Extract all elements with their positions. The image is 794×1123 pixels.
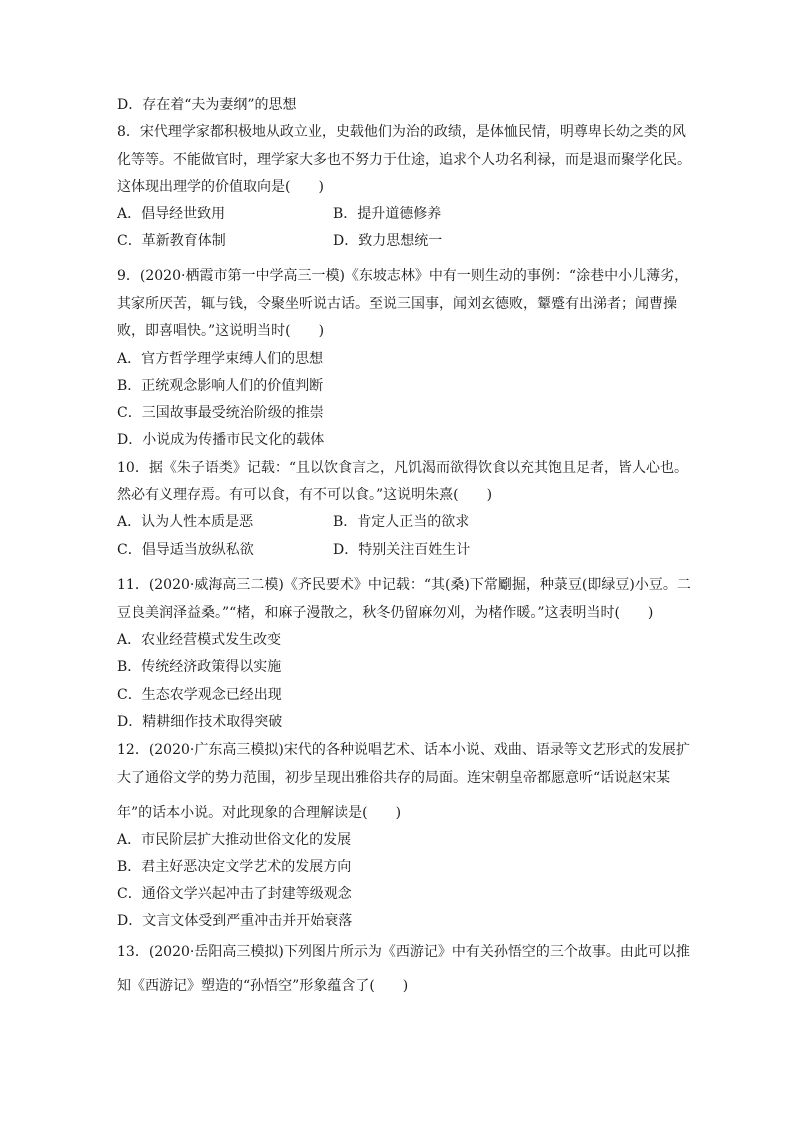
q9-option-b: B．正统观念影响人们的价值判断 — [117, 378, 324, 394]
q10-option-d: D．特别关注百姓生计 — [333, 542, 471, 558]
q11-stem-line-2: 豆良美润泽益桑。”“楮，和麻子漫散之，秋冬仍留麻勿刈，为楮作暖。”这表明当时( ) — [117, 605, 654, 621]
q12-option-b: B．君主好恶决定文学艺术的发展方向 — [117, 859, 352, 875]
q10-option-b: B．肯定人正当的欲求 — [333, 514, 470, 530]
q12-stem-line-3: 年”的话本小说。对此现象的合理解读是( ) — [117, 805, 402, 821]
q9-stem-line-1: 9．(2020·栖霞市第一中学高三一模)《东坡志林》中有一则生动的事例：“涂巷中小儿薄劣， — [117, 268, 689, 284]
q12-option-a: A．市民阶层扩大推动世俗文化的发展 — [117, 832, 352, 848]
q9-option-d: D．小说成为传播市民文化的载体 — [117, 432, 325, 448]
q8-option-a: A．倡导经世致用 — [117, 206, 226, 222]
q7-option-d: D．存在着“夫为妻纲”的思想 — [117, 97, 297, 113]
q8-option-d: D．致力思想统一 — [333, 233, 443, 249]
q10-stem-line-1: 10．据《朱子语类》记载：“且以饮食言之，凡饥渴而欲得饮食以充其饱且足者，皆人心也。 — [117, 460, 688, 476]
q10-option-c: C．倡导适当放纵私欲 — [117, 542, 254, 558]
q9-option-a: A．官方哲学理学束缚人们的思想 — [117, 351, 324, 367]
q11-option-a: A．农业经营模式发生改变 — [117, 632, 282, 648]
q10-stem-line-2: 然必有义理存焉。有可以食，有不可以食。”这说明朱熹( ) — [117, 487, 493, 503]
q12-option-d: D．文言文体受到严重冲击并开始衰落 — [117, 913, 353, 929]
q11-option-c: C．生态农学观念已经出现 — [117, 687, 282, 703]
q12-stem-line-1: 12．(2020·广东高三模拟)宋代的各种说唱艺术、话本小说、戏曲、语录等文艺形式的发展扩 — [117, 742, 690, 758]
q12-stem-line-2: 大了通俗文学的势力范围，初步呈现出雅俗共存的局面。连宋朝皇帝都愿意听“话说赵宋某 — [117, 770, 671, 786]
q11-stem-line-1: 11．(2020·威海高三二模)《齐民要术》中记载：“其(桑)下常劚掘，种菉豆(即绿豆)小豆。二 — [117, 577, 691, 593]
q10-option-a: A．认为人性本质是恶 — [117, 514, 254, 530]
q11-option-d: D．精耕细作技术取得突破 — [117, 714, 283, 730]
q8-stem-line-2: 化等等。不能做官时，理学家大多也不努力于仕途，追求个人功名利禄，而是退而聚学化民。 — [117, 152, 691, 168]
q12-option-c: C．通俗文学兴起冲击了封建等级观念 — [117, 886, 352, 902]
q8-option-b: B．提升道德修养 — [333, 206, 442, 222]
q9-option-c: C．三国故事最受统治阶级的推崇 — [117, 405, 324, 421]
q13-stem-line-1: 13．(2020·岳阳高三模拟)下列图片所示为《西游记》中有关孙悟空的三个故事。由此可以推 — [117, 944, 690, 960]
q8-option-c: C．革新教育体制 — [117, 233, 226, 249]
q9-stem-line-3: 败，即喜唱快。”这说明当时( ) — [117, 323, 325, 339]
q13-stem-line-2: 知《西游记》塑造的“孙悟空”形象蕴含了( ) — [117, 978, 409, 994]
q9-stem-line-2: 其家所厌苦，辄与钱，令聚坐听说古话。至说三国事，闻刘玄德败，颦蹙有出涕者；闻曹操 — [117, 296, 677, 312]
q8-stem-line-1: 8．宋代理学家都积极地从政立业，史载他们为治的政绩，是体恤民情，明尊卑长幼之类的风 — [117, 124, 686, 140]
q8-stem-line-3: 这体现出理学的价值取向是( ) — [117, 179, 324, 195]
q11-option-b: B．传统经济政策得以实施 — [117, 659, 282, 675]
